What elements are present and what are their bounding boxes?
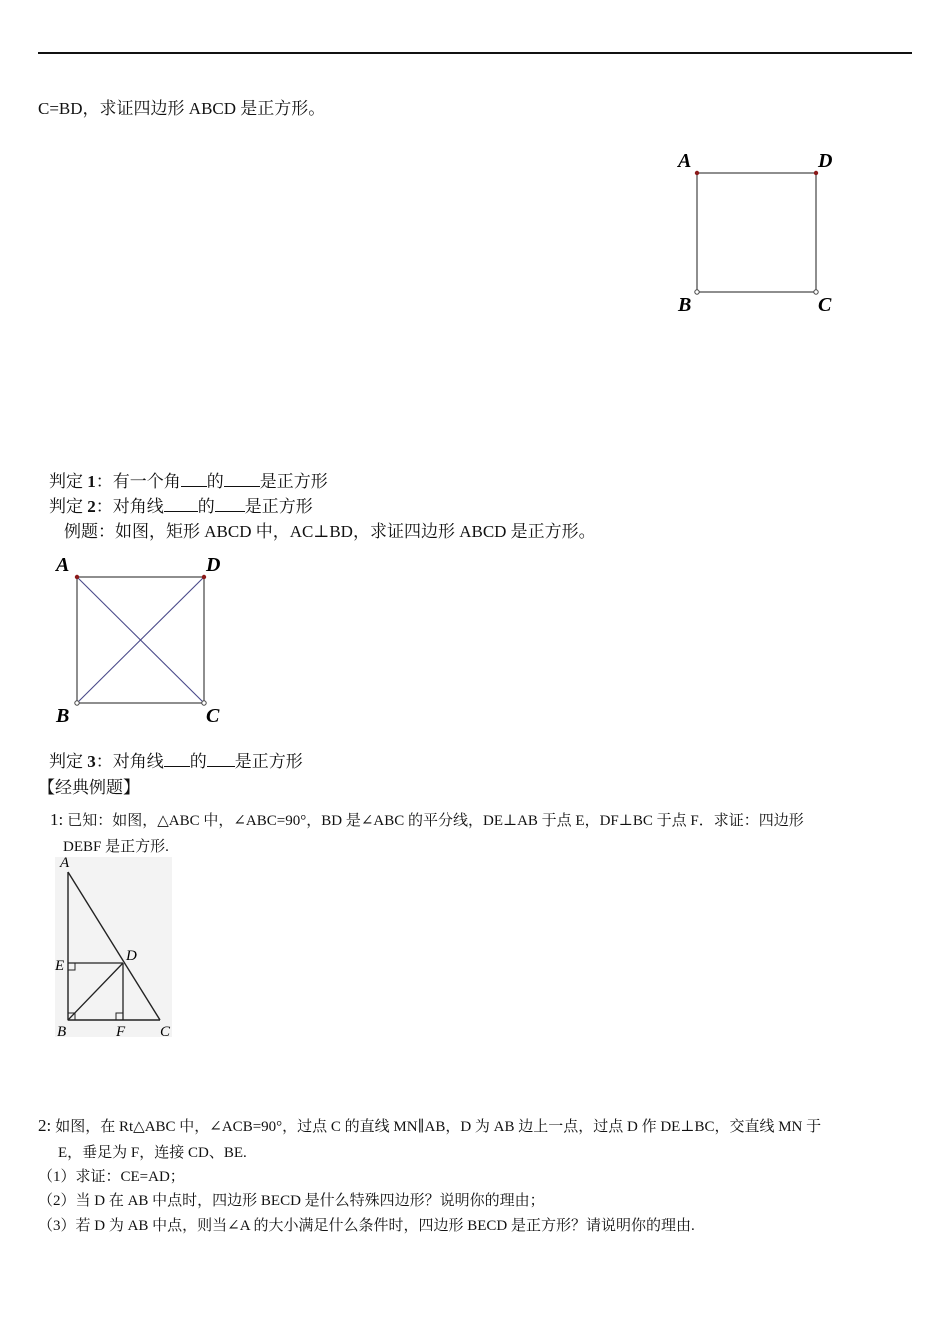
criterion-1-prefix: 判定 [49, 472, 88, 491]
problem-1-line2: DEBF 是正方形. [63, 839, 169, 855]
criterion-2-text-a: ：对角线 [95, 497, 164, 516]
point-b [695, 290, 699, 294]
criterion-3-text-a: ：对角线 [95, 752, 164, 771]
label-c: C [160, 1024, 171, 1040]
point-b [75, 701, 79, 705]
label-b: B [57, 1024, 67, 1040]
point-a [75, 575, 79, 579]
problem-2-q2: （2）当 D 在 AB 中点时，四边形 BECD 是什么特殊四边形？说明你的理由； [38, 1193, 545, 1209]
problem-2-q1: （1）求证：CE=AD； [38, 1169, 185, 1185]
label-b: B [56, 705, 70, 727]
problem-1 [50, 809, 804, 830]
point-a [695, 171, 699, 175]
label-c: C [206, 705, 220, 727]
intro-line: C=BD，求证四边形 ABCD 是正方形。 [38, 99, 326, 118]
blank-3a[interactable] [164, 752, 190, 767]
problem-2 [38, 1115, 821, 1136]
criterion-1-text-a: ：有一个角 [95, 472, 181, 491]
criterion-3 [49, 747, 303, 772]
criterion-2-prefix: 判定 [49, 497, 88, 516]
label-c: C [818, 294, 832, 316]
criterion-2-text-b: 的 [197, 497, 215, 516]
label-a: A [60, 855, 70, 871]
criterion-3-prefix: 判定 [49, 752, 88, 771]
square-outline [697, 173, 816, 292]
label-d: D [206, 554, 221, 576]
label-f: F [116, 1024, 126, 1040]
header-rule [38, 52, 912, 54]
label-b: B [678, 294, 692, 316]
criterion-1-text-b: 的 [206, 472, 224, 491]
label-d: D [126, 948, 137, 964]
blank-2a[interactable] [164, 497, 198, 512]
section-title: 【经典例题】 [38, 778, 140, 797]
problem-2-line2: E，垂足为 F，连接 CD、BE. [58, 1145, 247, 1161]
blank-1b[interactable] [224, 472, 260, 487]
figure-square-1 [670, 145, 850, 320]
criterion-3-text-b: 的 [189, 752, 207, 771]
label-d: D [818, 150, 833, 172]
problem-1-num: 1: [50, 810, 64, 829]
blank-1a[interactable] [181, 472, 207, 487]
problem-1-line1: 已知：如图，△ABC 中，∠ABC=90°，BD 是∠ABC 的平分线，DE⊥AB 于点 E，DF⊥BC 于点 F．求证：四边形 [67, 813, 804, 829]
figure-triangle-square [52, 852, 182, 1042]
label-e: E [55, 958, 65, 974]
criterion-2-text-c: 是正方形 [244, 497, 313, 516]
criterion-3-num: 3 [87, 752, 96, 771]
criterion-2 [49, 492, 313, 517]
label-a: A [678, 150, 692, 172]
criterion-2-num: 2 [87, 497, 96, 516]
figure-square-diagonals [50, 552, 230, 730]
problem-2-line1: 如图，在 Rt△ABC 中，∠ACB=90°，过点 C 的直线 MN∥AB，D 为 AB 边上一点，过点 D 作 DE⊥BC，交直线 MN 于 [55, 1119, 822, 1135]
problem-2-q3: （3）若 D 为 AB 中点，则当∠A 的大小满足什么条件时，四边形 BECD 是正方形？请说明你的理由. [38, 1218, 695, 1234]
blank-2b[interactable] [215, 497, 245, 512]
example-line: 例题：如图，矩形 ABCD 中，AC⊥BD，求证四边形 ABCD 是正方形。 [64, 522, 596, 541]
problem-2-num: 2: [38, 1116, 52, 1135]
criterion-3-text-c: 是正方形 [234, 752, 303, 771]
criterion-1 [49, 467, 328, 492]
blank-3b[interactable] [207, 752, 235, 767]
criterion-1-num: 1 [87, 472, 96, 491]
criterion-1-text-c: 是正方形 [259, 472, 328, 491]
label-a: A [56, 554, 70, 576]
